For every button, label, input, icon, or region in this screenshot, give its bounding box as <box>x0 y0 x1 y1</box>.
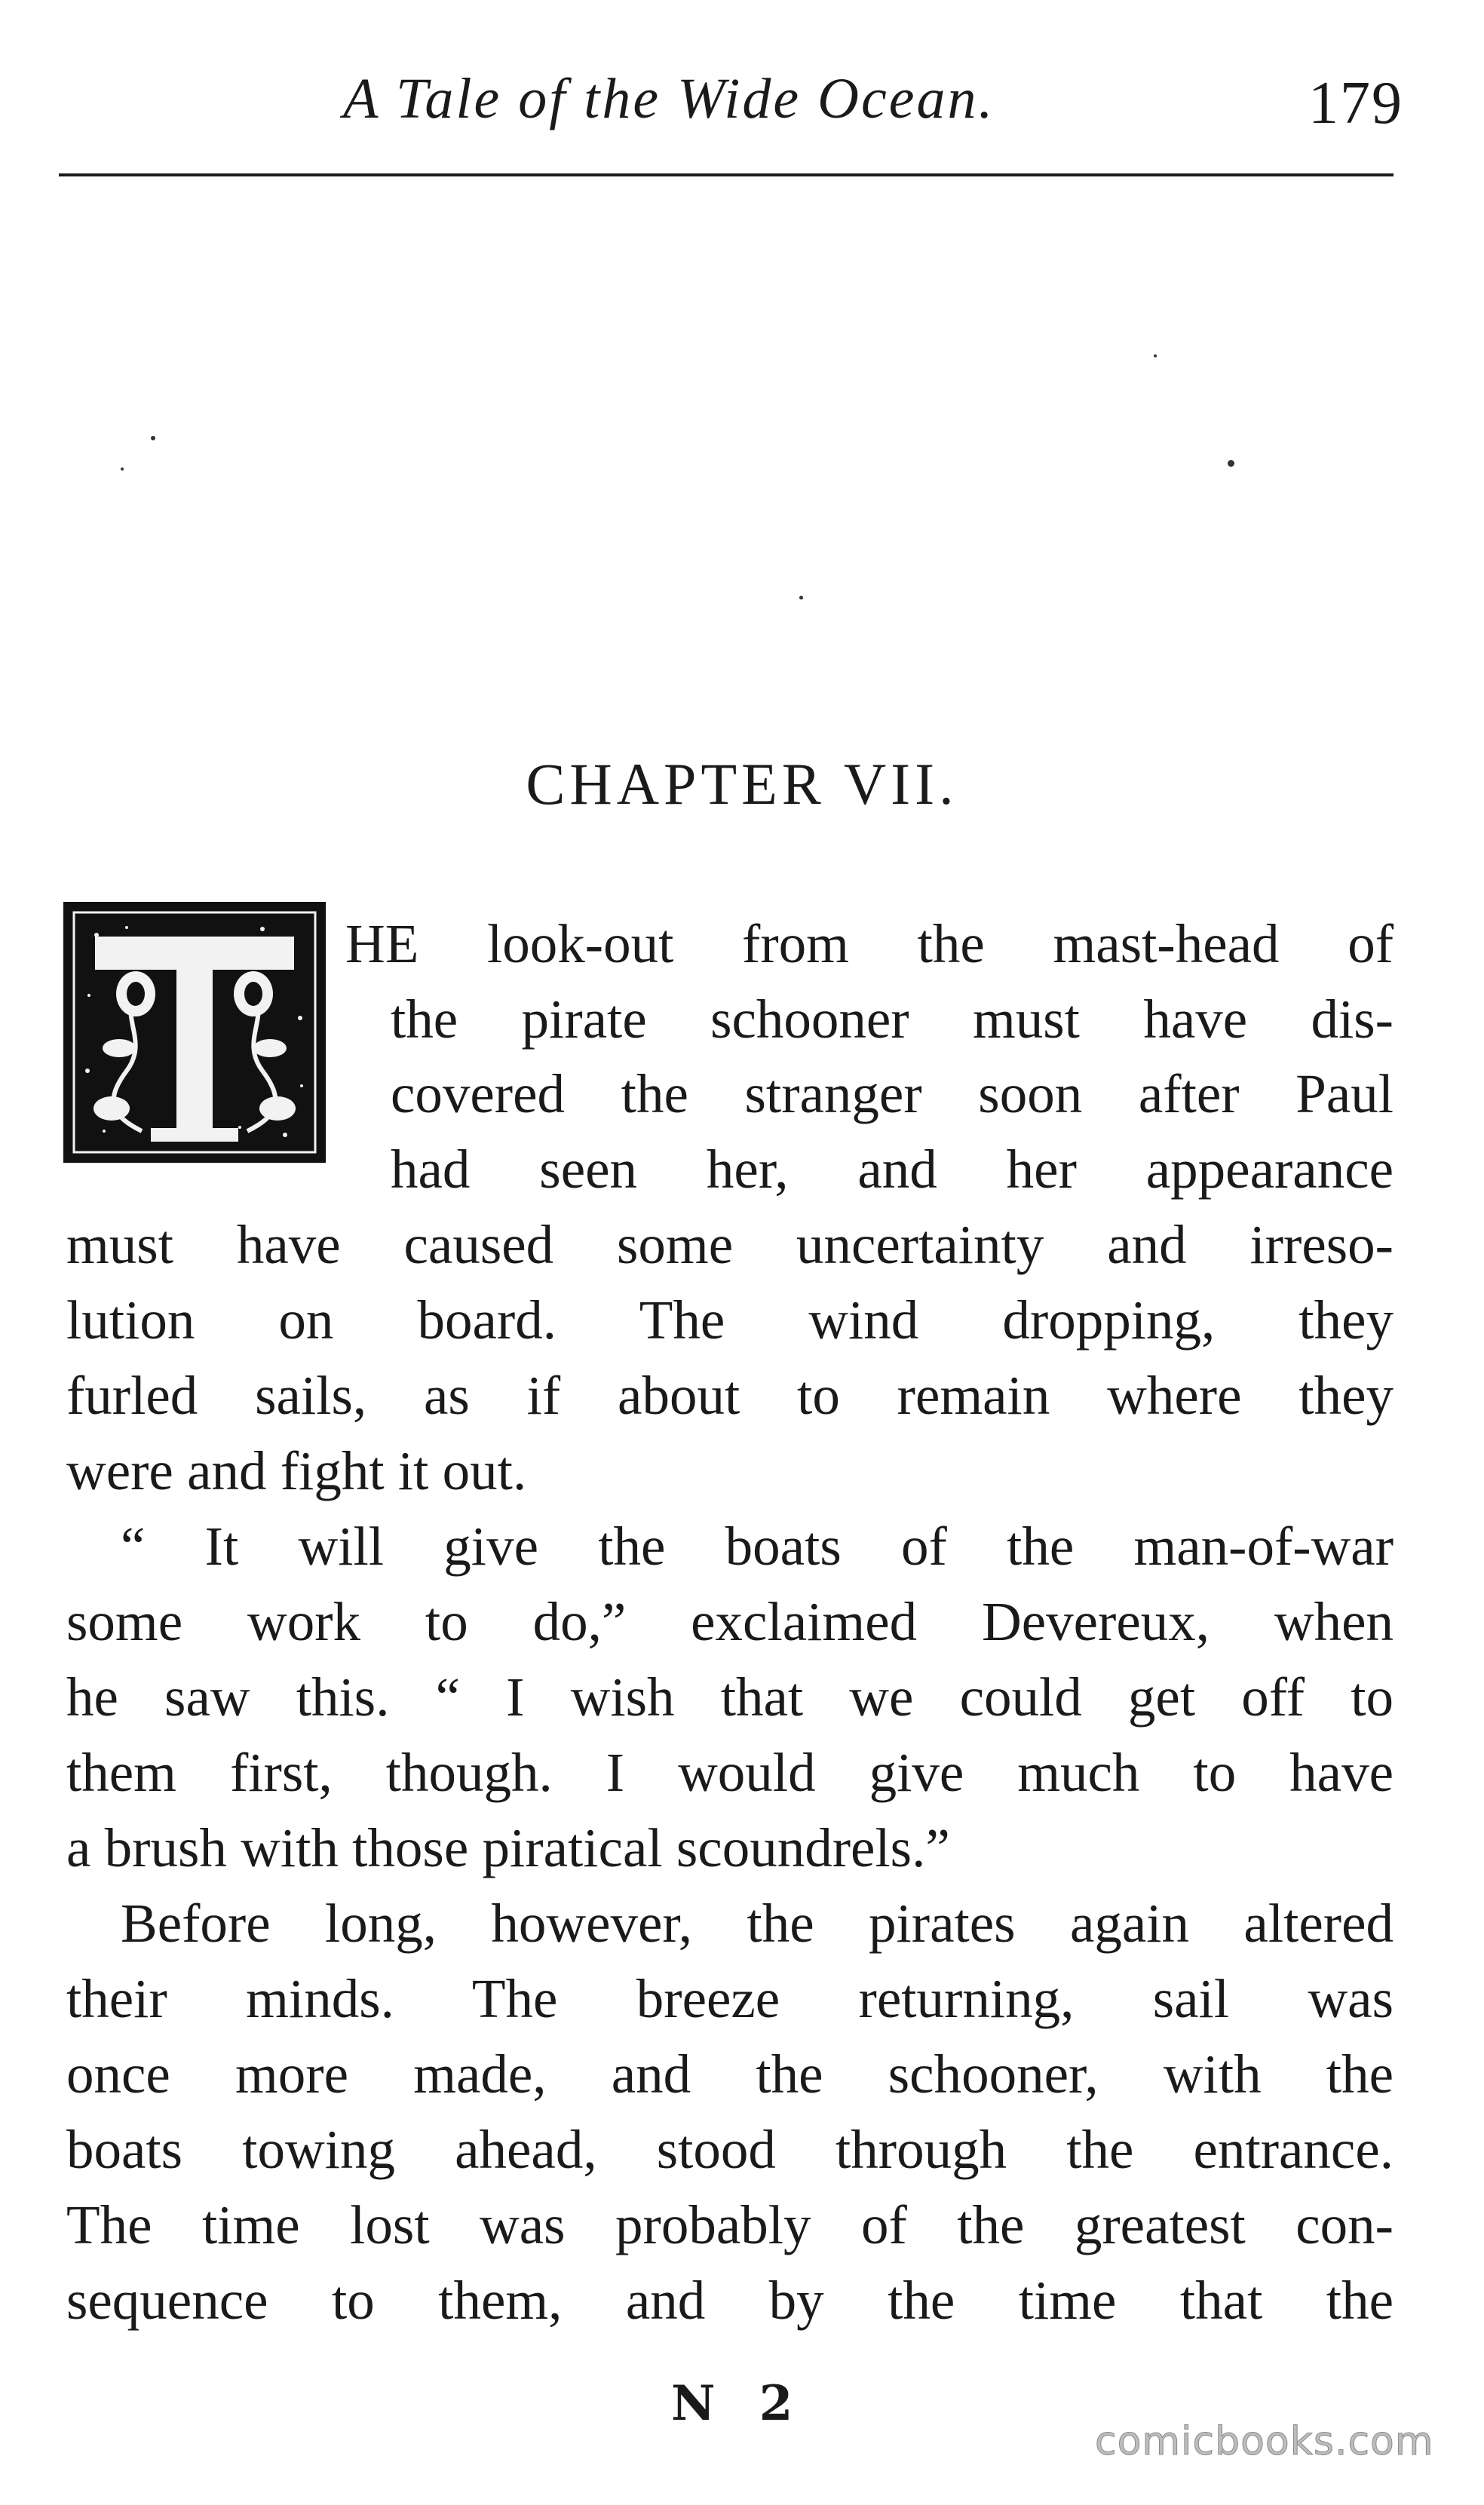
body-line-4: had seen her, and her appearance <box>391 1139 1394 1200</box>
scan-speck <box>1154 354 1157 357</box>
body-line-13: a brush with those piratical scoundrels.” <box>66 1817 950 1878</box>
signature-mark: N 2 <box>671 2375 807 2432</box>
body-line-5: must have caused some uncertainty and irreso- <box>66 1214 1394 1275</box>
header-rule <box>59 173 1394 176</box>
body-line-19: sequence to them, and by the time that the <box>66 2270 1394 2331</box>
body-line-18: The time lost was probably of the greatest con- <box>66 2194 1394 2255</box>
body-line-14: Before long, however, the pirates again altered <box>121 1893 1394 1954</box>
body-line-10: some work to do,” exclaimed Devereux, when <box>66 1591 1394 1652</box>
scan-speck <box>799 596 803 599</box>
body-line-17: boats towing ahead, stood through the entrance. <box>66 2119 1394 2180</box>
body-line-15: their minds. The breeze returning, sail was <box>66 1968 1394 2029</box>
body-line-1: HE look-out from the mast-head of <box>345 913 1394 974</box>
body-line-8: were and fight it out. <box>66 1440 527 1501</box>
scan-speck <box>121 468 124 471</box>
body-line-3: covered the stranger soon after Paul <box>391 1063 1394 1124</box>
body-line-16: once more made, and the schooner, with the <box>66 2044 1394 2105</box>
scan-speck <box>1228 460 1234 467</box>
scan-speck <box>151 436 155 440</box>
running-header-title: A Tale of the Wide Ocean. <box>343 67 995 130</box>
body-line-12: them first, though. I would give much to have <box>66 1742 1394 1803</box>
body-line-11: he saw this. “ I wish that we could get off to <box>66 1666 1394 1728</box>
ornamental-letter-t-icon <box>66 905 323 1160</box>
chapter-heading: CHAPTER VII. <box>526 751 958 817</box>
body-line-6: lution on board. The wind dropping, they <box>66 1289 1394 1351</box>
page-number: 179 <box>1308 70 1403 136</box>
drop-cap-initial <box>66 905 323 1160</box>
watermark-logo: comicbooks.com <box>1095 2419 1434 2464</box>
body-line-9: “ It will give the boats of the man-of-war <box>121 1516 1394 1577</box>
body-line-2: the pirate schooner must have dis- <box>391 989 1394 1050</box>
body-line-7: furled sails, as if about to remain where they <box>66 1365 1394 1426</box>
